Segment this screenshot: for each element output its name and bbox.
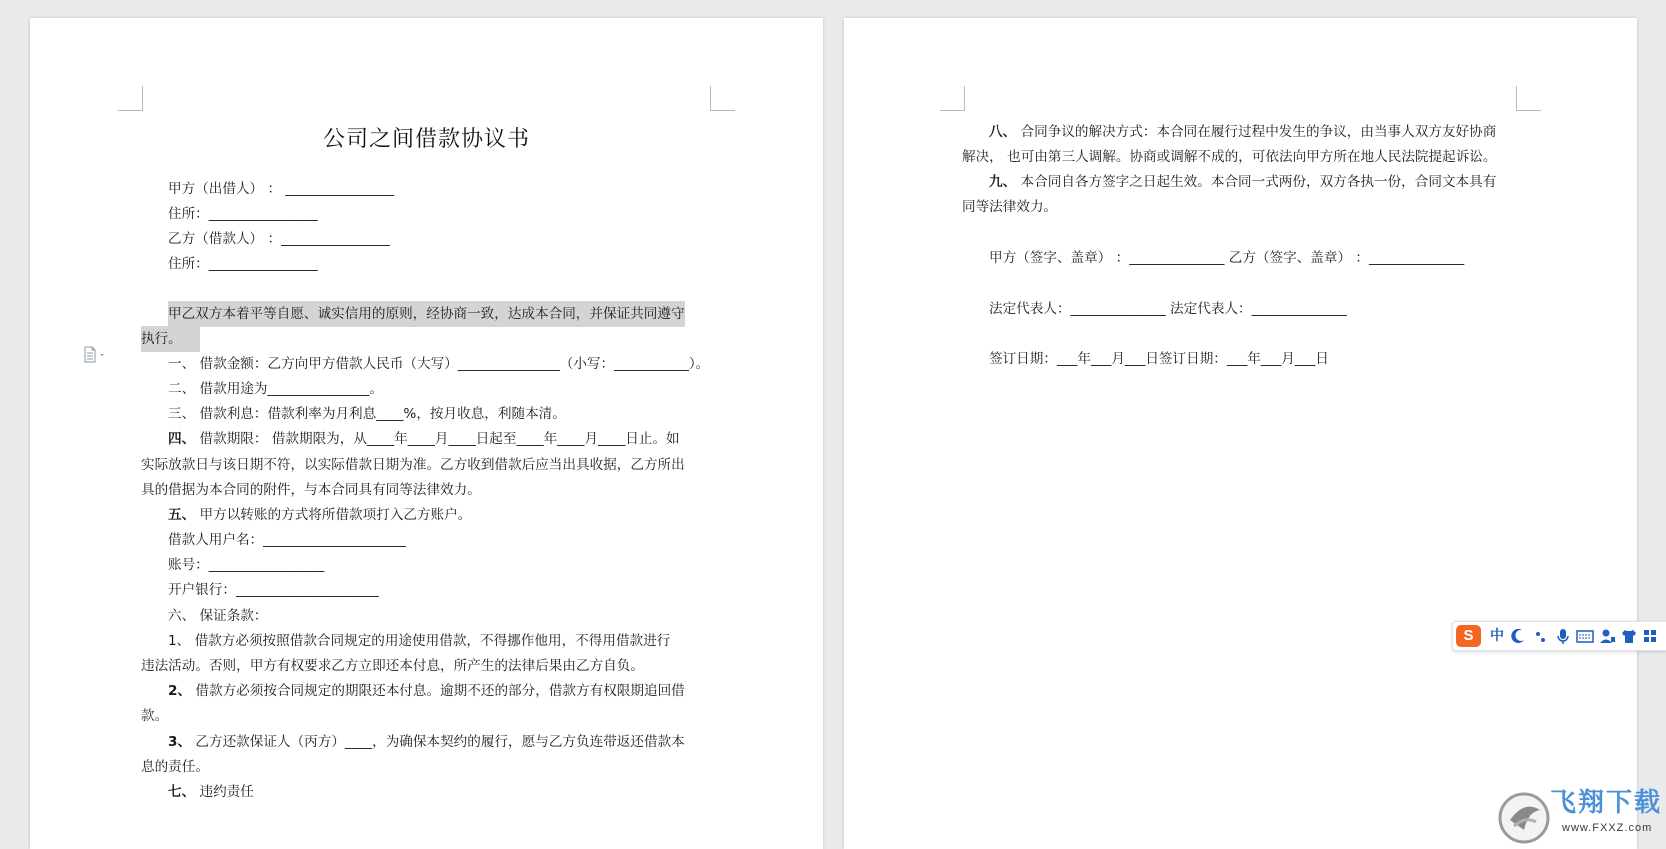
clause-number: 2、 <box>168 683 192 699</box>
clause-number: 3、 <box>168 734 192 750</box>
clause-number: 七、 <box>168 784 196 800</box>
keyboard-icon[interactable] <box>1575 624 1595 648</box>
clause-8-line-1 <box>989 119 1496 145</box>
guarantee-1-line-1: 1、 借款方必须按照借款合同规定的用途使用借款，不得挪作他用，不得用借款进行 <box>168 633 671 649</box>
clause-number: 五、 <box>168 507 196 523</box>
clause-text: 违约责任 <box>195 784 254 800</box>
clause-4-line-1 <box>168 426 680 452</box>
clause-9-line-2: 同等法律效力。 <box>962 199 1058 215</box>
ime-language-mode-button[interactable]: 中 <box>1490 628 1504 644</box>
clause-text: 合同争议的解决方式：本合同在履行过程中发生的争议，由当事人双方友好协商 <box>1016 124 1497 140</box>
clause-number: 九、 <box>989 174 1017 190</box>
account-number-line: 账号：_________________ <box>168 557 325 573</box>
guarantee-3-line-1 <box>168 729 685 755</box>
watermark-url: www.FXXZ.com <box>1562 822 1653 834</box>
watermark-text: 飞翔下载 <box>1550 788 1663 818</box>
signature-line: 甲方（签字、盖章） ：______________ 乙方（签字、盖章） ：______________ <box>989 250 1465 266</box>
legal-representative-line: 法定代表人：______________ 法定代表人：______________ <box>989 301 1347 317</box>
guarantee-3-line-2: 息的责任。 <box>141 759 209 775</box>
margin-corner-top-right <box>710 86 735 111</box>
clause-text: 借款方必须按合同规定的期限还本付息。逾期不还的部分，借款方有权限期追回借 <box>191 683 685 699</box>
margin-corner-top-right <box>1516 86 1541 111</box>
paragraph-handle-icon[interactable] <box>82 345 112 365</box>
document-page-1 <box>30 18 823 849</box>
document-title: 公司之间借款协议书 <box>322 127 530 152</box>
preamble-line-1: 甲乙双方本着平等自愿、诚实信用的原则，经协商一致，达成本合同，并保证共同遵守 <box>168 301 685 327</box>
ime-logo[interactable]: S <box>1456 625 1481 647</box>
clause-number: 八、 <box>989 124 1017 140</box>
party-a-address-line: 住所：________________ <box>168 206 318 222</box>
clause-8-line-2: 解决， 也可由第三人调解。协商或调解不成的，可依法向甲方所在地人民法院提起诉讼。 <box>962 149 1497 165</box>
document-page-2 <box>844 18 1637 849</box>
clause-4-line-3: 具的借据为本合同的附件，与本合同具有同等法律效力。 <box>141 482 481 498</box>
clause-6-heading: 六、 保证条款： <box>168 608 268 624</box>
clause-text: 本合同自各方签字之日起生效。本合同一式两份，双方各执一份，合同文本具有 <box>1016 174 1497 190</box>
clause-2-line: 二、 借款用途为_______________。 <box>168 381 384 397</box>
clause-1-line: 一、 借款金额：乙方向甲方借款人民币（大写）_______________（小写：___________）。 <box>168 356 710 372</box>
party-b-address-line: 住所：________________ <box>168 256 318 272</box>
preamble-line-2: 执行。 <box>141 326 200 352</box>
microphone-icon[interactable] <box>1553 624 1573 648</box>
guarantee-2-line-2: 款。 <box>141 708 169 724</box>
clause-text: 甲方以转账的方式将所借款项打入乙方账户。 <box>195 507 472 523</box>
clause-3-line: 三、 借款利息：借款利率为月利息____%，按月收息，利随本清。 <box>168 406 566 422</box>
party-b-line: 乙方（借款人） ：________________ <box>168 231 390 247</box>
signing-date-line: 签订日期：___年___月___日签订日期：___年___月___日 <box>989 351 1329 367</box>
clause-5-line <box>168 502 471 528</box>
grid-menu-icon[interactable] <box>1641 624 1661 648</box>
account-name-line: 借款人用户名：_____________________ <box>168 532 406 548</box>
clause-9-line-1 <box>989 169 1496 195</box>
ime-toolbar[interactable] <box>1452 621 1666 651</box>
clause-4-line-2: 实际放款日与该日期不符，以实际借款日期为准。乙方收到借款后应当出具收据，乙方所出 <box>141 457 685 473</box>
user-icon[interactable] <box>1597 624 1617 648</box>
bank-line: 开户银行：_____________________ <box>168 582 379 598</box>
party-a-line: 甲方（出借人） ： ________________ <box>168 181 395 197</box>
guarantee-1-line-2: 违法活动。否则，甲方有权要求乙方立即还本付息，所产生的法律后果由乙方自负。 <box>141 658 644 674</box>
guarantee-2-line-1 <box>168 678 685 704</box>
skin-shirt-icon[interactable] <box>1619 624 1639 648</box>
clause-text: 借款期限： 借款期限为，从____年____月____日起至____年____月____日止。如 <box>195 431 680 447</box>
clause-number: 四、 <box>168 431 196 447</box>
punctuation-icon[interactable] <box>1531 624 1551 648</box>
margin-corner-top-left <box>940 86 965 111</box>
clause-7-heading <box>168 779 254 805</box>
watermark-logo-icon <box>1496 790 1552 846</box>
margin-corner-top-left <box>118 86 143 111</box>
moon-icon[interactable] <box>1509 624 1529 648</box>
clause-text: 乙方还款保证人（丙方）____，为确保本契约的履行，愿与乙方负连带返还借款本 <box>191 734 685 750</box>
